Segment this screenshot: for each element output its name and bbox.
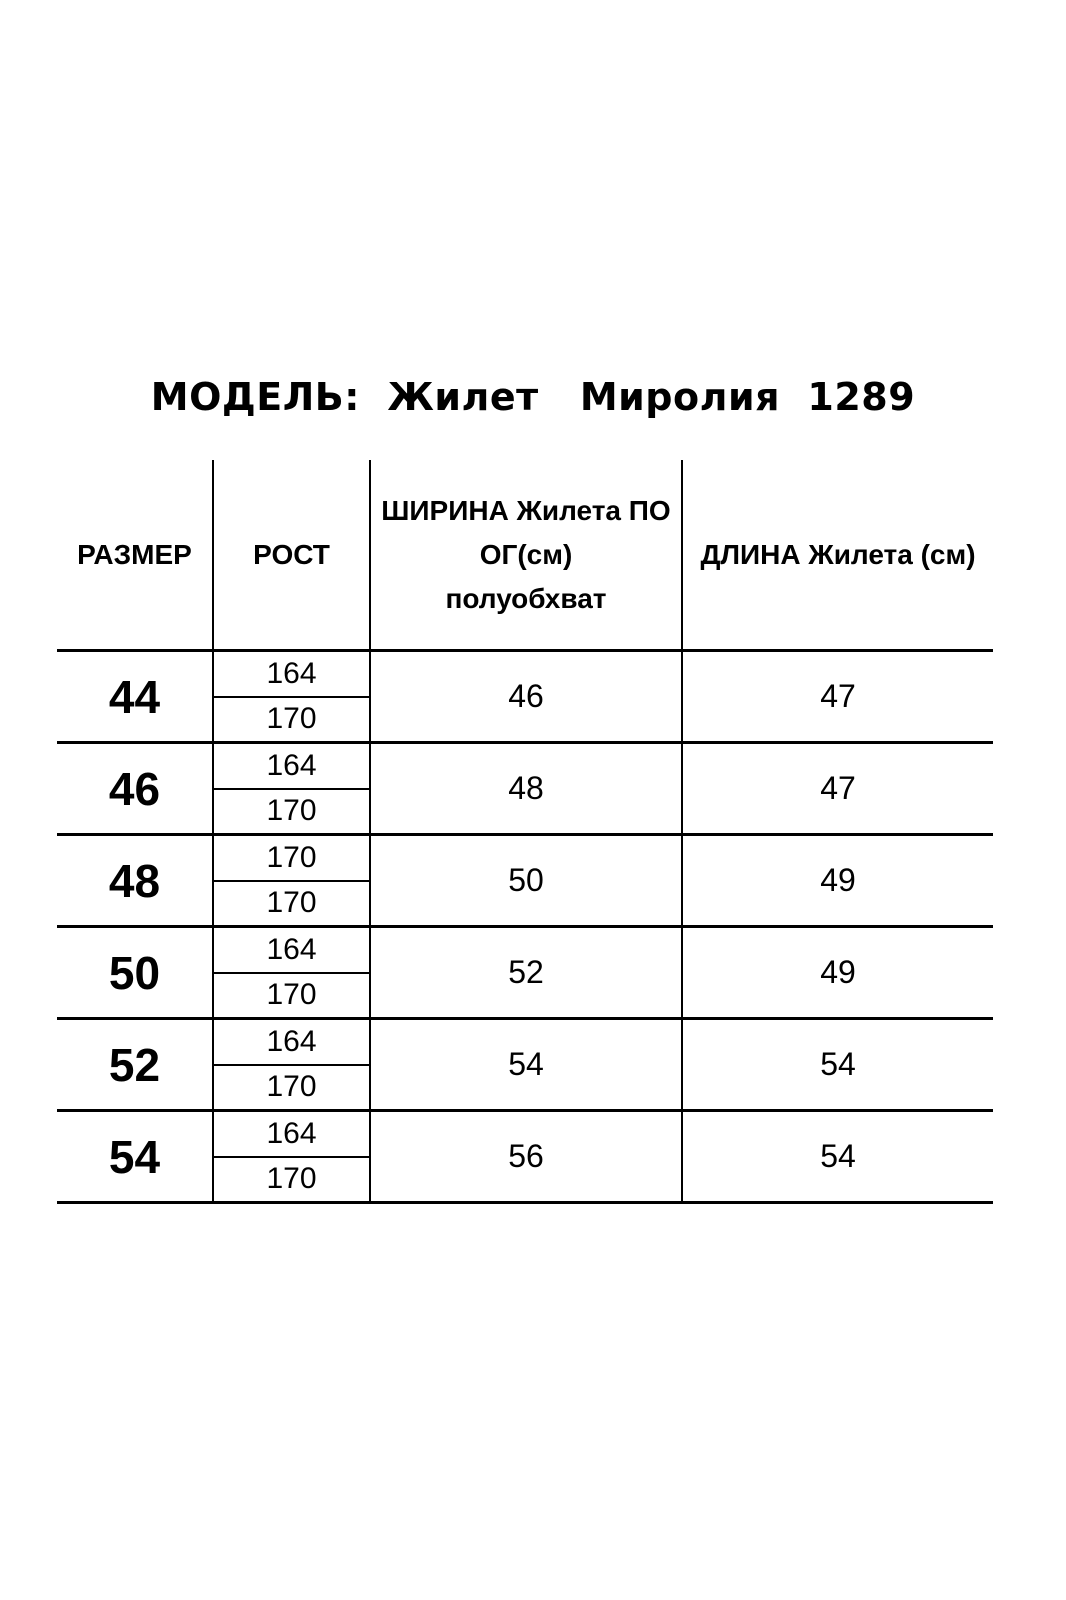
width-value: 54 — [369, 1020, 681, 1109]
size-value: 54 — [108, 1130, 161, 1183]
length-value: 47 — [681, 744, 993, 833]
size-value: 46 — [108, 762, 161, 815]
page-title: МОДЕЛЬ: Жилет Миролия 1289 — [150, 375, 916, 419]
width-value: 56 — [369, 1112, 681, 1201]
table-row — [57, 928, 993, 1020]
length-value: 47 — [681, 652, 993, 741]
length-value: 54 — [681, 1112, 993, 1201]
table-row — [57, 1020, 993, 1112]
height-value: 164 — [214, 928, 369, 974]
height-value: 164 — [214, 1112, 369, 1158]
length-value: 54 — [681, 1020, 993, 1109]
height-cell — [212, 836, 369, 925]
height-cell — [212, 652, 369, 741]
height-cell — [212, 744, 369, 833]
height-value: 164 — [214, 744, 369, 790]
length-value: 49 — [681, 836, 993, 925]
header-length: ДЛИНА Жилета (см) — [681, 460, 993, 649]
height-value: 170 — [266, 978, 317, 1012]
height-value: 170 — [266, 1162, 317, 1196]
table-row — [57, 1112, 993, 1204]
height-value: 170 — [266, 886, 317, 920]
table-row — [57, 744, 993, 836]
header-width — [369, 460, 681, 649]
size-value: 50 — [108, 946, 161, 999]
width-value: 50 — [369, 836, 681, 925]
header-size: РАЗМЕР — [77, 538, 192, 570]
header-height: РОСТ — [212, 460, 369, 649]
width-value: 52 — [369, 928, 681, 1017]
table-row — [57, 836, 993, 928]
size-value: 48 — [108, 854, 161, 907]
width-value: 46 — [369, 652, 681, 741]
length-value: 49 — [681, 928, 993, 1017]
height-value: 170 — [266, 702, 317, 736]
height-value: 164 — [214, 652, 369, 698]
height-value: 164 — [214, 1020, 369, 1066]
size-value: 52 — [108, 1038, 161, 1091]
height-cell — [212, 1112, 369, 1201]
width-value: 48 — [369, 744, 681, 833]
header-width-line1: ШИРИНА Жилета ПО — [381, 494, 671, 526]
table-header — [57, 460, 993, 652]
height-cell — [212, 1020, 369, 1109]
header-width-line2: ОГ(см) — [479, 538, 573, 570]
height-value: 170 — [266, 794, 317, 828]
height-cell — [212, 928, 369, 1017]
size-value: 44 — [108, 670, 161, 723]
height-value: 170 — [214, 836, 369, 882]
table-row — [57, 652, 993, 744]
header-width-line3: полуобхват — [445, 582, 607, 614]
size-table — [57, 460, 993, 1204]
height-value: 170 — [266, 1070, 317, 1104]
